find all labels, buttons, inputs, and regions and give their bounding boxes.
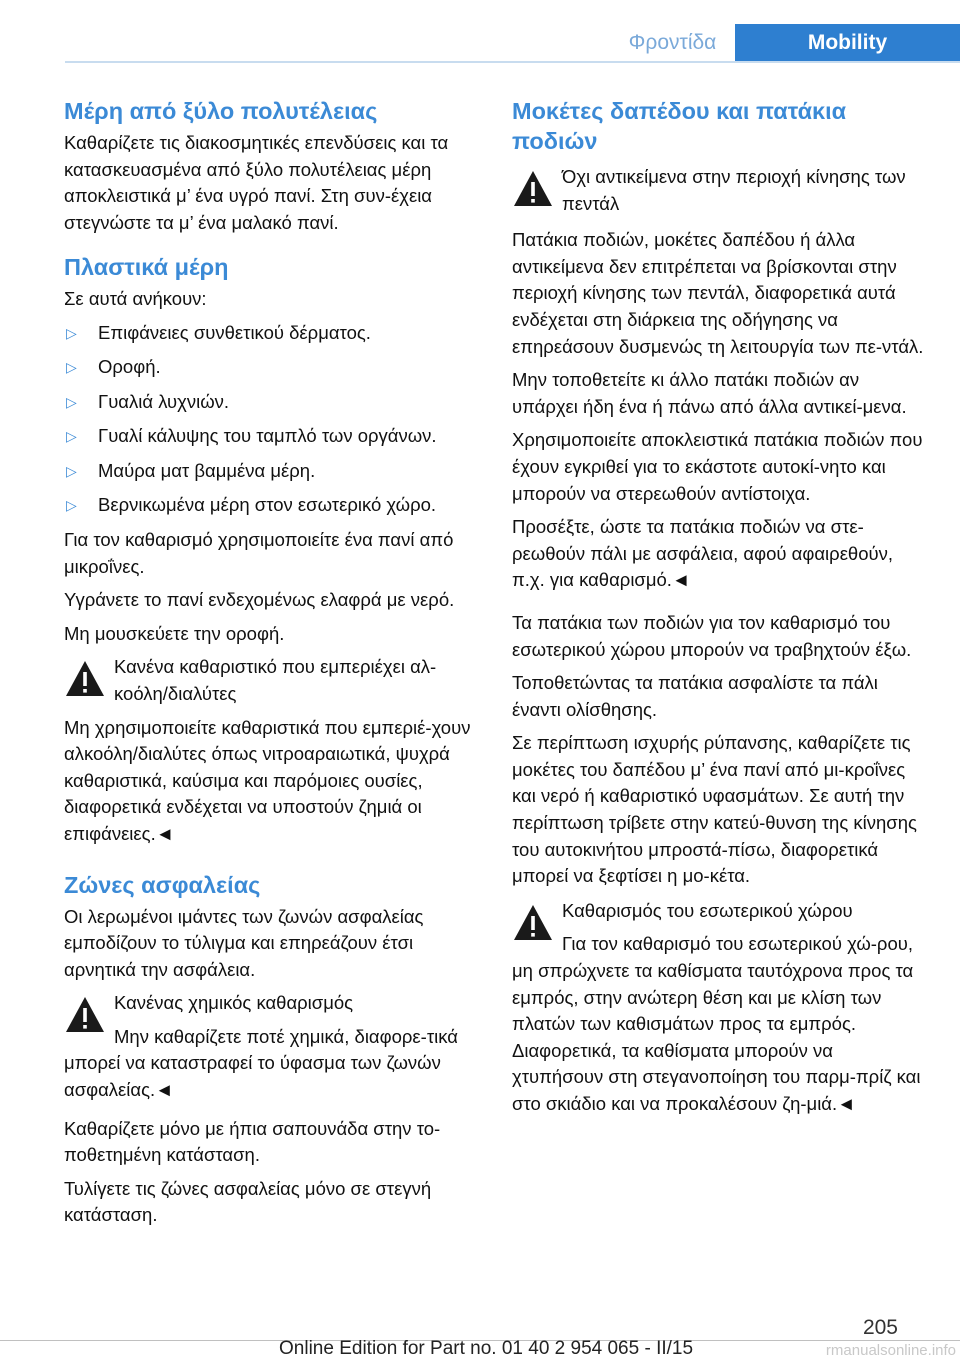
paragraph: Υγράνετε το πανί ενδεχομένως ελαφρά με νερό. [64, 589, 455, 611]
paragraph: Καθαρίζετε μόνο με ήπια σαπουνάδα στην το‐ποθετημένη κατάσταση. [64, 1117, 441, 1166]
warning-block [64, 654, 479, 847]
triangle-bullet-icon: ▷ [66, 324, 77, 341]
warning-text: Μη χρησιμοποιείτε καθαριστικά που εμπεριέ‐χουν αλκοόλη/διαλύτες όπως νιτροαραιωτικά, ψυχρά καθαριστικά, καύσιμα και παρόμοιες ουσίες, διαφορετικά ενδέχεται να υποστούν ζημιά οι επιφάνειες.◄ [64, 716, 471, 844]
triangle-bullet-icon: ▷ [66, 428, 77, 445]
warning-title: Καθαρισμός του εσωτερικού χώρου [562, 899, 853, 921]
warning-text: Για τον καθαρισμό του εσωτερικού χώ‐ρου, μη σπρώχνετε τα καθίσματα ταυτόχρονα προς τα εμπρός, στην ανώτερη θέση και με κλίση των πλατών των καθισμάτων προς τα εμπρός. Διαφορετικά, τα καθίσματα μπορούν να χτυπήσουν στη στεγανοποίηση του παρμ‐πρίζ και στο σκιάδιο και να προκαλέσουν ζη‐μιά.◄ [512, 933, 921, 1114]
warning-icon [512, 902, 590, 944]
warning-title: Όχι αντικείμενα στην περιοχή κίνησης των πεντάλ [562, 166, 906, 214]
heading-plastic-parts: Πλαστικά μέρη [64, 254, 229, 281]
warning-text: Μην καθαρίζετε ποτέ χημικά, διαφορε‐τικά μπορεί να καταστραφεί το ύφασμα των ζωνών ασφαλείας.◄ [64, 1025, 458, 1101]
list-item [64, 423, 479, 449]
header-divider [65, 61, 960, 63]
right-column [512, 96, 927, 1125]
list-item-text: Βερνικωμένα μέρη στον εσωτερικό χώρο. [98, 494, 437, 516]
paragraph: Τοποθετώντας τα πατάκια ασφαλίστε τα πάλι έναντι ολίσθησης. [512, 672, 878, 720]
list-item-text: Μαύρα ματ βαμμένα μέρη. [98, 459, 316, 481]
list-item-text: Γυαλί κάλυψης του ταμπλό των οργάνων. [98, 425, 437, 447]
tab-mobility[interactable]: Mobility [735, 24, 960, 62]
list-item-text: Οροφή. [98, 356, 161, 378]
plastic-parts-list [64, 320, 479, 519]
section-wood [64, 96, 479, 236]
edition-text: Online Edition for Part no. 01 40 2 954 065 - II/15 [279, 1338, 694, 1359]
warning-title: Κανένα καθαριστικό που εμπεριέχει αλ‐κοόλη/διαλύτες [114, 656, 437, 704]
heading-seatbelts: Ζώνες ασφαλείας [64, 871, 261, 898]
paragraph: Πατάκια ποδιών, μοκέτες δαπέδου ή άλλα αντικείμενα δεν επιτρέπεται να βρίσκονται στην περιοχή κίνησης των πεντάλ, διαφορετικά αυτά ενδέχεται στη διάρκεια της οδήγησης να επηρεάσουν δυσμενώς τη λειτουργία των πε‐ντάλ. [512, 229, 924, 357]
left-column [64, 96, 479, 1247]
section-plastic [64, 252, 479, 847]
tab-care[interactable]: Φροντίδα [628, 31, 717, 54]
paragraph: Μη μουσκεύετε την οροφή. [64, 622, 285, 644]
paragraph: Καθαρίζετε τις διακοσμητικές επενδύσεις και τα κατασκευασμένα από ξύλο πολυτέλειας μέρη αποκλειστικά μ’ ένα υγρό πανί. Στη συν‐έχεια στεγνώστε τα μ’ ένα μαλακό πανί. [64, 132, 449, 233]
paragraph: Χρησιμοποιείτε αποκλειστικά πατάκια ποδιών που έχουν εγκριθεί για το εκάστοτε αυτοκί‐νητο και μπορούν να στερεωθούν αντίστοιχα. [512, 429, 923, 504]
list-item [64, 389, 479, 415]
heading-floor-mats: Μοκέτες δαπέδου και πατάκια ποδιών [512, 98, 847, 154]
list-item [64, 458, 479, 484]
warning-block [512, 164, 927, 217]
triangle-bullet-icon: ▷ [66, 497, 77, 514]
paragraph: Τυλίγετε τις ζώνες ασφαλείας μόνο σε στεγνή κατάσταση. [64, 1177, 432, 1226]
list-item-text: Επιφάνειες συνθετικού δέρματος. [98, 321, 371, 343]
watermark: rmanualsonline.info [825, 1342, 956, 1359]
warning-block [64, 990, 479, 1103]
paragraph: Για τον καθαρισμό χρησιμοποιείτε ένα πανί από μικροΐνες. [64, 528, 454, 577]
paragraph: Οι λερωμένοι ιμάντες των ζωνών ασφαλείας εμποδίζουν το τύλιγμα και επηρεάζουν έτσι αρνητικά την ασφάλεια. [64, 905, 424, 980]
warning-icon [512, 168, 590, 210]
warning-icon [64, 994, 142, 1036]
heading-wood-parts: Μέρη από ξύλο πολυτέλειας [64, 98, 378, 124]
triangle-bullet-icon: ▷ [66, 462, 77, 479]
paragraph: Μην τοποθετείτε κι άλλο πατάκι ποδιών αν υπάρχει ήδη ένα ή πάνω από άλλα αντικεί‐μενα. [512, 369, 907, 417]
list-item [64, 492, 479, 518]
list-item [64, 354, 479, 380]
section-seatbelts [64, 870, 479, 1230]
triangle-bullet-icon: ▷ [66, 393, 77, 410]
page-number: 205 [862, 1316, 898, 1339]
list-item [64, 320, 479, 346]
paragraph: Σε αυτά ανήκουν: [64, 288, 207, 310]
triangle-bullet-icon: ▷ [66, 359, 77, 376]
paragraph: Τα πατάκια των ποδιών για τον καθαρισμό του εσωτερικού χώρου μπορούν να τραβηχτούν έξω. [512, 611, 912, 660]
warning-icon [64, 658, 142, 700]
list-item-text: Γυαλιά λυχνιών. [98, 390, 230, 412]
warning-block [512, 898, 927, 1118]
header-tabs [610, 24, 960, 62]
warning-title: Κανένας χημικός καθαρισμός [114, 992, 354, 1014]
paragraph: Προσέξτε, ώστε τα πατάκια ποδιών να στε‐ρεωθούν πάλι με ασφάλεια, αφού αφαιρεθούν, π.χ. για καθαρισμό.◄ [512, 516, 894, 591]
paragraph: Σε περίπτωση ισχυρής ρύπανσης, καθαρίζετε τις μοκέτες του δαπέδου μ’ ένα πανί από μι‐κροΐνες και νερό ή καθαριστικό υφασμάτων. Σε αυτή την περίπτωση τρίβετε στην κατεύ‐θυνση της κίνησης του αυτοκινήτου μπροστά-πίσω, διαφορετικά μπορεί να ξεφτίσει η μο‐κέτα. [512, 732, 917, 887]
